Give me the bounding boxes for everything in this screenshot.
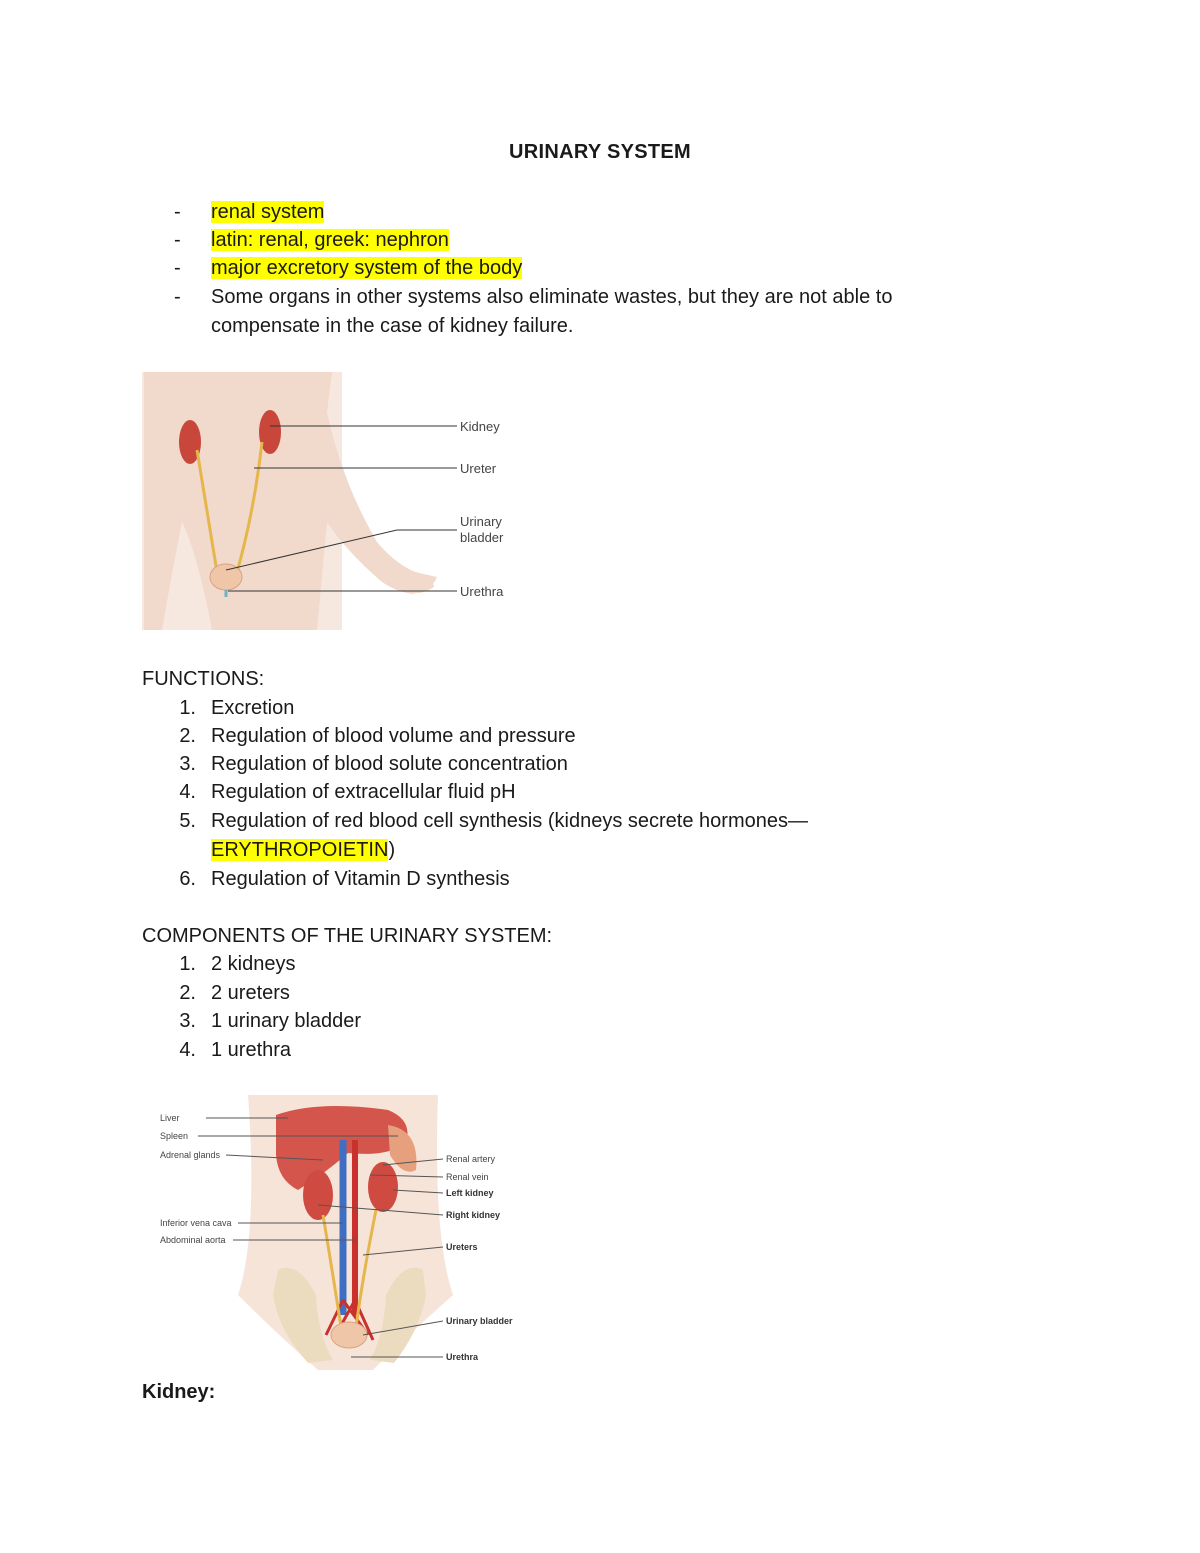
list-item: 1 urethra <box>211 1039 292 1061</box>
bullet-item <box>211 226 449 254</box>
list-item: Regulation of blood solute concentration <box>211 753 568 775</box>
list-item: Regulation of Vitamin D synthesis <box>211 868 510 890</box>
list-number: 2. <box>179 725 196 747</box>
label-kidney: Kidney <box>460 419 500 434</box>
bullet-dash: - <box>174 257 181 279</box>
label-urethra: Urethra <box>446 1352 479 1362</box>
bullet-item: Some organs in other systems also eliminate wastes, but they are not able to <box>211 286 893 308</box>
bullet-dash: - <box>174 229 181 251</box>
page-title: URINARY SYSTEM <box>508 141 691 163</box>
list-item: Excretion <box>211 697 295 719</box>
label-urinary-bladder: Urinary bladder <box>446 1316 513 1326</box>
functions-heading: FUNCTIONS: <box>142 668 265 690</box>
label-urinary-bladder-line2: bladder <box>460 530 504 545</box>
list-number: 1. <box>179 953 196 975</box>
label-inferior-vena-cava: Inferior vena cava <box>160 1218 232 1228</box>
label-adrenal-glands: Adrenal glands <box>160 1150 221 1160</box>
label-renal-vein: Renal vein <box>446 1172 489 1182</box>
list-number: 1. <box>179 697 196 719</box>
list-number: 3. <box>179 753 196 775</box>
label-urinary-bladder-line1: Urinary <box>460 514 502 529</box>
list-number: 2. <box>179 982 196 1004</box>
list-number: 6. <box>179 868 196 890</box>
label-liver: Liver <box>160 1113 180 1123</box>
highlighted-text: renal system <box>211 201 325 223</box>
list-item: Regulation of extracellular fluid pH <box>211 781 516 803</box>
urinary-anatomy-figure <box>158 1095 528 1375</box>
list-item: 2 ureters <box>211 982 290 1004</box>
label-spleen: Spleen <box>160 1131 189 1141</box>
list-item: 1 urinary bladder <box>211 1010 362 1032</box>
label-right-kidney: Right kidney <box>446 1210 501 1220</box>
urinary-system-figure <box>142 372 522 630</box>
list-item: Regulation of blood volume and pressure <box>211 725 576 747</box>
list-number: 5. <box>179 810 196 832</box>
list-number: 3. <box>179 1010 196 1032</box>
bullet-item-continued: compensate in the case of kidney failure. <box>211 315 574 337</box>
highlighted-text: latin: renal, greek: nephron <box>211 229 449 251</box>
components-heading: COMPONENTS OF THE URINARY SYSTEM: <box>142 925 553 947</box>
label-left-kidney: Left kidney <box>446 1188 494 1198</box>
bullet-dash: - <box>174 201 181 223</box>
list-item: Regulation of red blood cell synthesis (kidneys secrete hormones— <box>211 810 808 832</box>
label-abdominal-aorta: Abdominal aorta <box>160 1235 226 1245</box>
list-number: 4. <box>179 781 196 803</box>
list-number: 4. <box>179 1039 196 1061</box>
bullet-item <box>211 198 324 226</box>
bullet-item <box>211 254 522 282</box>
list-item: 2 kidneys <box>211 953 296 975</box>
label-ureters: Ureters <box>446 1242 478 1252</box>
list-item-continued: ERYTHROPOIETIN) <box>211 839 396 861</box>
label-ureter: Ureter <box>460 461 497 476</box>
label-renal-artery: Renal artery <box>446 1154 496 1164</box>
label-urethra: Urethra <box>460 584 504 599</box>
highlighted-text: major excretory system of the body <box>211 257 523 279</box>
highlighted-text: ERYTHROPOIETIN <box>211 839 389 861</box>
bullet-dash: - <box>174 286 181 308</box>
kidney-heading: Kidney: <box>142 1381 216 1403</box>
